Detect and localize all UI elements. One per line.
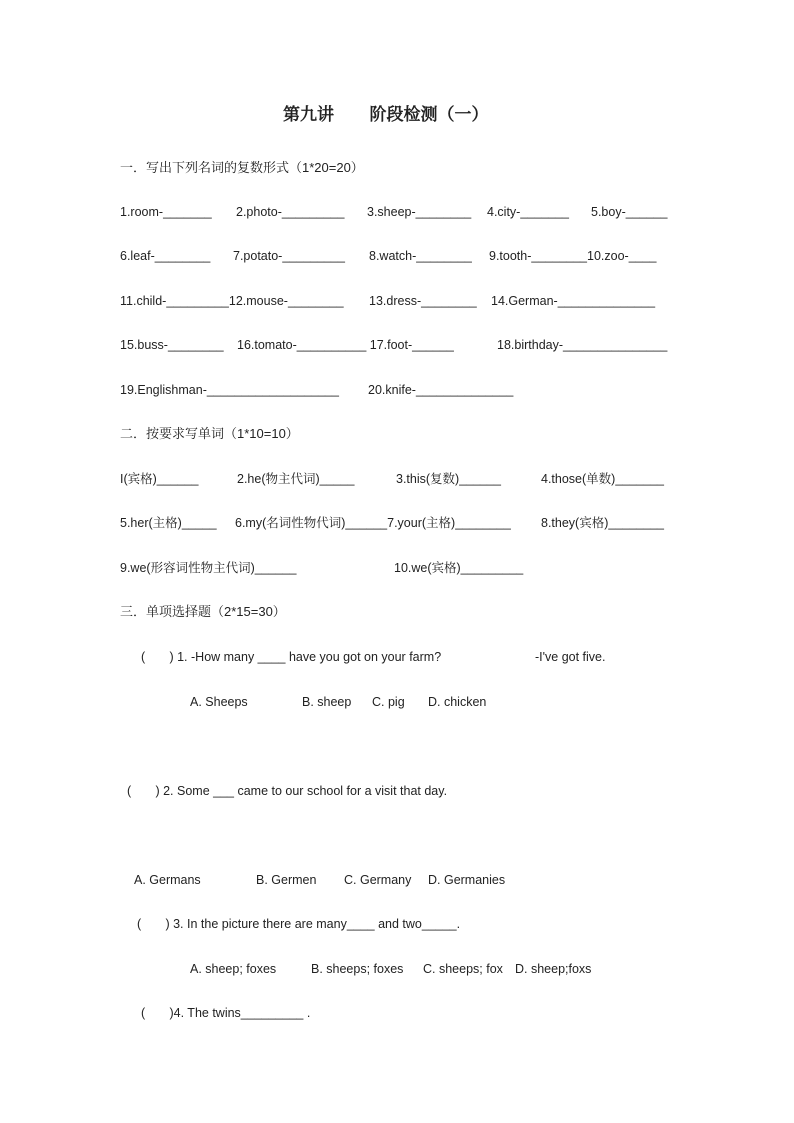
- blank-item: 9.we(形容词性物主代词)______: [120, 561, 297, 575]
- section-1-heading: 一．写出下列名词的复数形式（1*20=20）: [120, 160, 364, 175]
- blank-item: 4.city-_______: [487, 205, 570, 219]
- blank-item: 6.my(名词性物代词)______7.your(主格)________: [235, 516, 511, 530]
- section-2-heading: 二．按要求写单词（1*10=10）: [120, 426, 299, 441]
- option: C. pig: [372, 695, 405, 709]
- blank-item: 13.dress-________: [369, 294, 477, 308]
- blank-item: 2.he(物主代词)_____: [237, 472, 355, 486]
- blank-item: 10.we(宾格)_________: [394, 561, 524, 575]
- blank-item: 8.watch-________: [369, 249, 472, 263]
- question-1-reply: -I've got five.: [535, 650, 606, 664]
- blank-item: 3.sheep-________: [367, 205, 472, 219]
- section-3-heading: 三．单项选择题（2*15=30）: [120, 604, 286, 619]
- blank-item: 7.potato-_________: [233, 249, 345, 263]
- option: D. sheep;foxs: [515, 962, 592, 976]
- blank-item: 6.leaf-________: [120, 249, 211, 263]
- question-1-stem: ( ) 1. -How many ____ have you got on your farm?: [141, 650, 442, 664]
- blank-item: 8.they(宾格)________: [541, 516, 664, 530]
- blank-item: 2.photo-_________: [236, 205, 345, 219]
- blank-item: 20.knife-______________: [368, 383, 514, 397]
- blank-item: 5.her(主格)_____: [120, 516, 217, 530]
- blank-item: 19.Englishman-___________________: [120, 383, 339, 397]
- option: A. Germans: [134, 873, 201, 887]
- option: C. sheeps; fox: [423, 962, 503, 976]
- blank-item: 11.child-_________12.mouse-________: [120, 294, 344, 308]
- blank-item: 5.boy-______: [591, 205, 668, 219]
- question-2-stem: ( ) 2. Some ___ came to our school for a visit that day.: [127, 784, 448, 798]
- blank-item: 16.tomato-__________ 17.foot-______: [237, 338, 454, 352]
- blank-item: 9.tooth-________10.zoo-____: [489, 249, 657, 263]
- blank-item: 18.birthday-_______________: [497, 338, 668, 352]
- blank-item: I(宾格)______: [120, 472, 199, 486]
- blank-item: 4.those(单数)_______: [541, 472, 664, 486]
- blank-item: 1.room-_______: [120, 205, 212, 219]
- page-title: 第九讲 阶段检测（一）: [283, 105, 489, 125]
- blank-item: 3.this(复数)______: [396, 472, 501, 486]
- option: B. sheeps; foxes: [311, 962, 404, 976]
- option: D. Germanies: [428, 873, 506, 887]
- question-4-stem: ( )4. The twins_________ .: [141, 1006, 311, 1020]
- option: D. chicken: [428, 695, 487, 709]
- option: A. Sheeps: [190, 695, 248, 709]
- option: B. sheep: [302, 695, 352, 709]
- blank-item: 14.German-______________: [491, 294, 656, 308]
- option: B. Germen: [256, 873, 317, 887]
- option: C. Germany: [344, 873, 412, 887]
- option: A. sheep; foxes: [190, 962, 277, 976]
- blank-item: 15.buss-________: [120, 338, 224, 352]
- question-3-stem: ( ) 3. In the picture there are many____ and two_____.: [137, 917, 461, 931]
